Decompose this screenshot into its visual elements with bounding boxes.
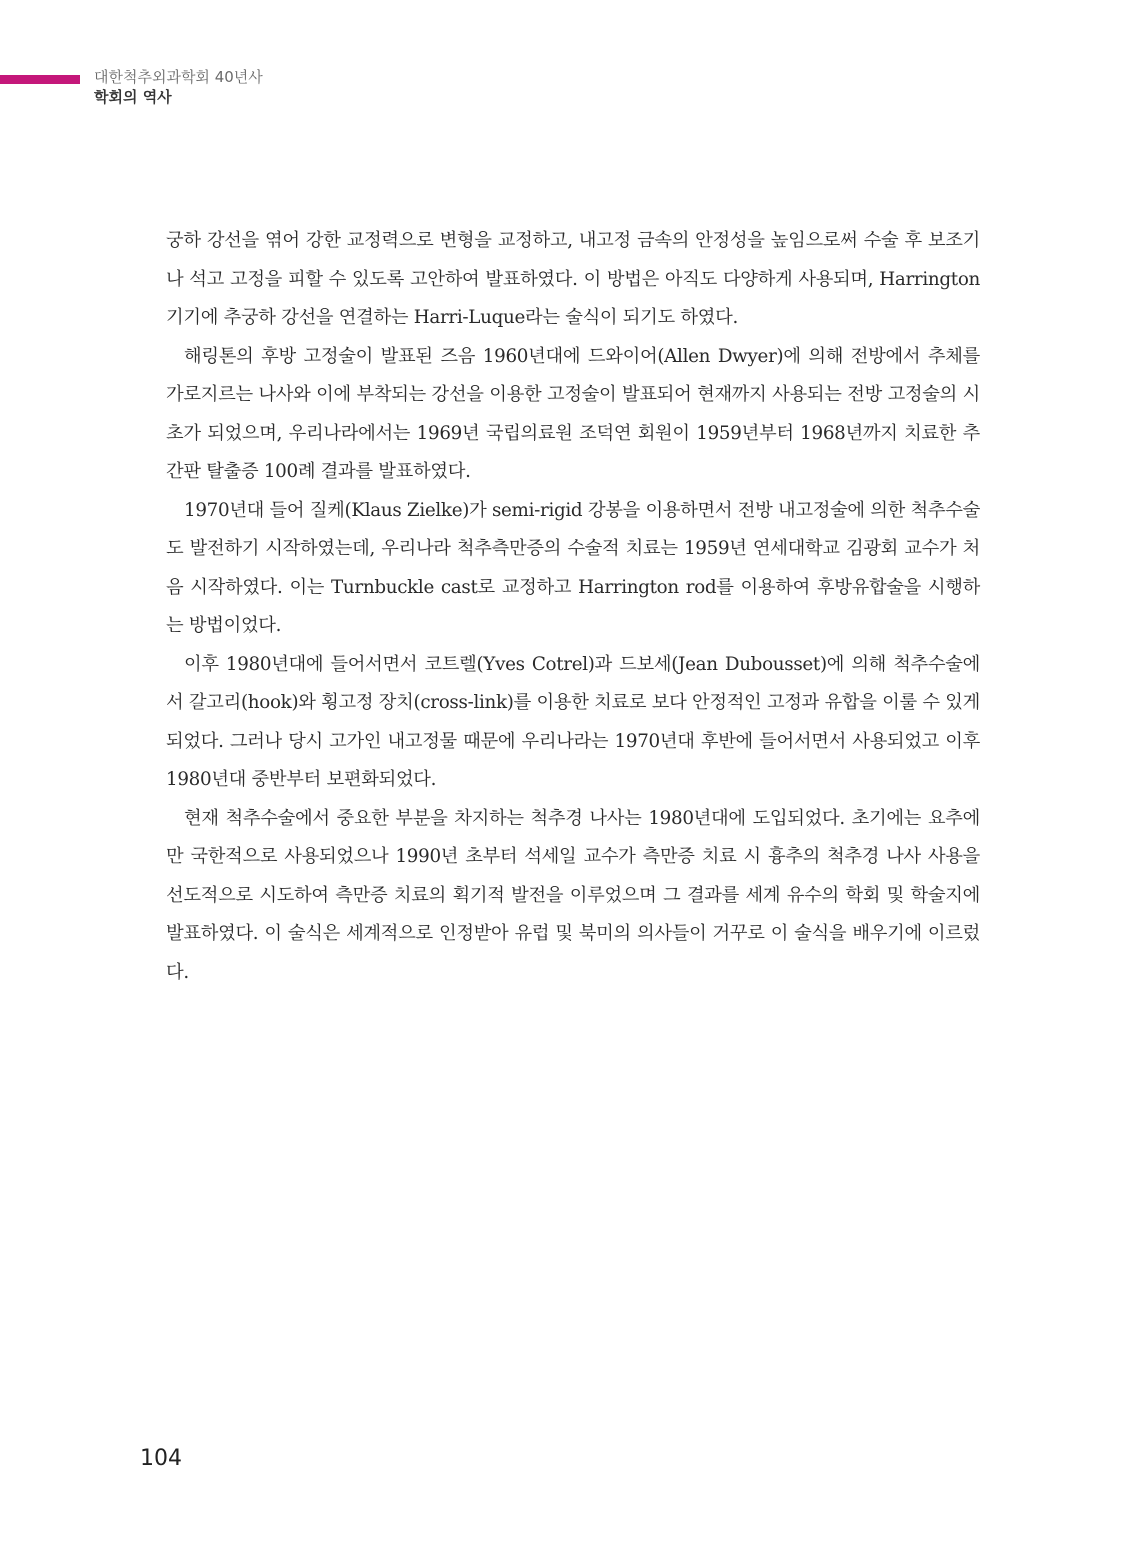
page-number: 104 bbox=[140, 1446, 182, 1471]
paragraph: 이후 1980년대에 들어서면서 코트렐(Yves Cotrel)과 드보세(Jean Dubousset)에 의해 척추수술에서 갈고리(hook)와 횡고정 장치(cross-link)를 이용한 치료로 보다 안정적인 고정과 유합을 이룰 수 있게 되었다. 그러나 당시 고가인 내고정물 때문에 우리나라는 1970년대 후반에 들어서면서 사용되었고 이후 1980년대 중반부터 보편화되었다. bbox=[166, 653, 980, 790]
paragraph: 현재 척추수술에서 중요한 부분을 차지하는 척추경 나사는 1980년대에 도입되었다. 초기에는 요추에만 국한적으로 사용되었으나 1990년 초부터 석세일 교수가 측만증 치료 시 흉추의 척추경 나사 사용을 선도적으로 시도하여 측만증 치료의 획기적 발전을 이루었으며 그 결과를 세계 유수의 학회 및 학술지에 발표하였다. 이 술식은 세계적으로 인정받아 유럽 및 북미의 의사들이 거꾸로 이 술식을 배우기에 이르렀다. bbox=[166, 807, 980, 983]
paragraph: 1970년대 들어 질케(Klaus Zielke)가 semi-rigid 강봉을 이용하면서 전방 내고정술에 의한 척추수술도 발전하기 시작하였는데, 우리나라 척추측만증의 수술적 치료는 1959년 연세대학교 김광회 교수가 처음 시작하였다. 이는 Turnbuckle cast로 교정하고 Harrington rod를 이용하여 후방유합술을 시행하는 방법이었다. bbox=[166, 499, 980, 636]
book-title: 대한척추외과학회 40년사 bbox=[94, 68, 263, 86]
paragraph: 해링톤의 후방 고정술이 발표된 즈음 1960년대에 드와이어(Allen Dwyer)에 의해 전방에서 추체를 가로지르는 나사와 이에 부착되는 강선을 이용한 고정술이 발표되어 현재까지 사용되는 전방 고정술의 시초가 되었으며, 우리나라에서는 1969년 국립의료원 조덕연 회원이 1959년부터 1968년까지 치료한 추간판 탈출증 100례 결과를 발표하였다. bbox=[166, 345, 980, 482]
header-accent-bar bbox=[0, 75, 80, 84]
running-header bbox=[94, 68, 263, 107]
chapter-title: 학회의 역사 bbox=[94, 87, 172, 106]
paragraph: 궁하 강선을 엮어 강한 교정력으로 변형을 교정하고, 내고정 금속의 안정성을 높임으로써 수술 후 보조기나 석고 고정을 피할 수 있도록 고안하여 발표하였다. 이 방법은 아직도 다양하게 사용되며, Harrington 기기에 추궁하 강선을 연결하는 Harri-Luque라는 술식이 되기도 하였다. bbox=[166, 230, 980, 328]
body-text bbox=[166, 222, 980, 992]
